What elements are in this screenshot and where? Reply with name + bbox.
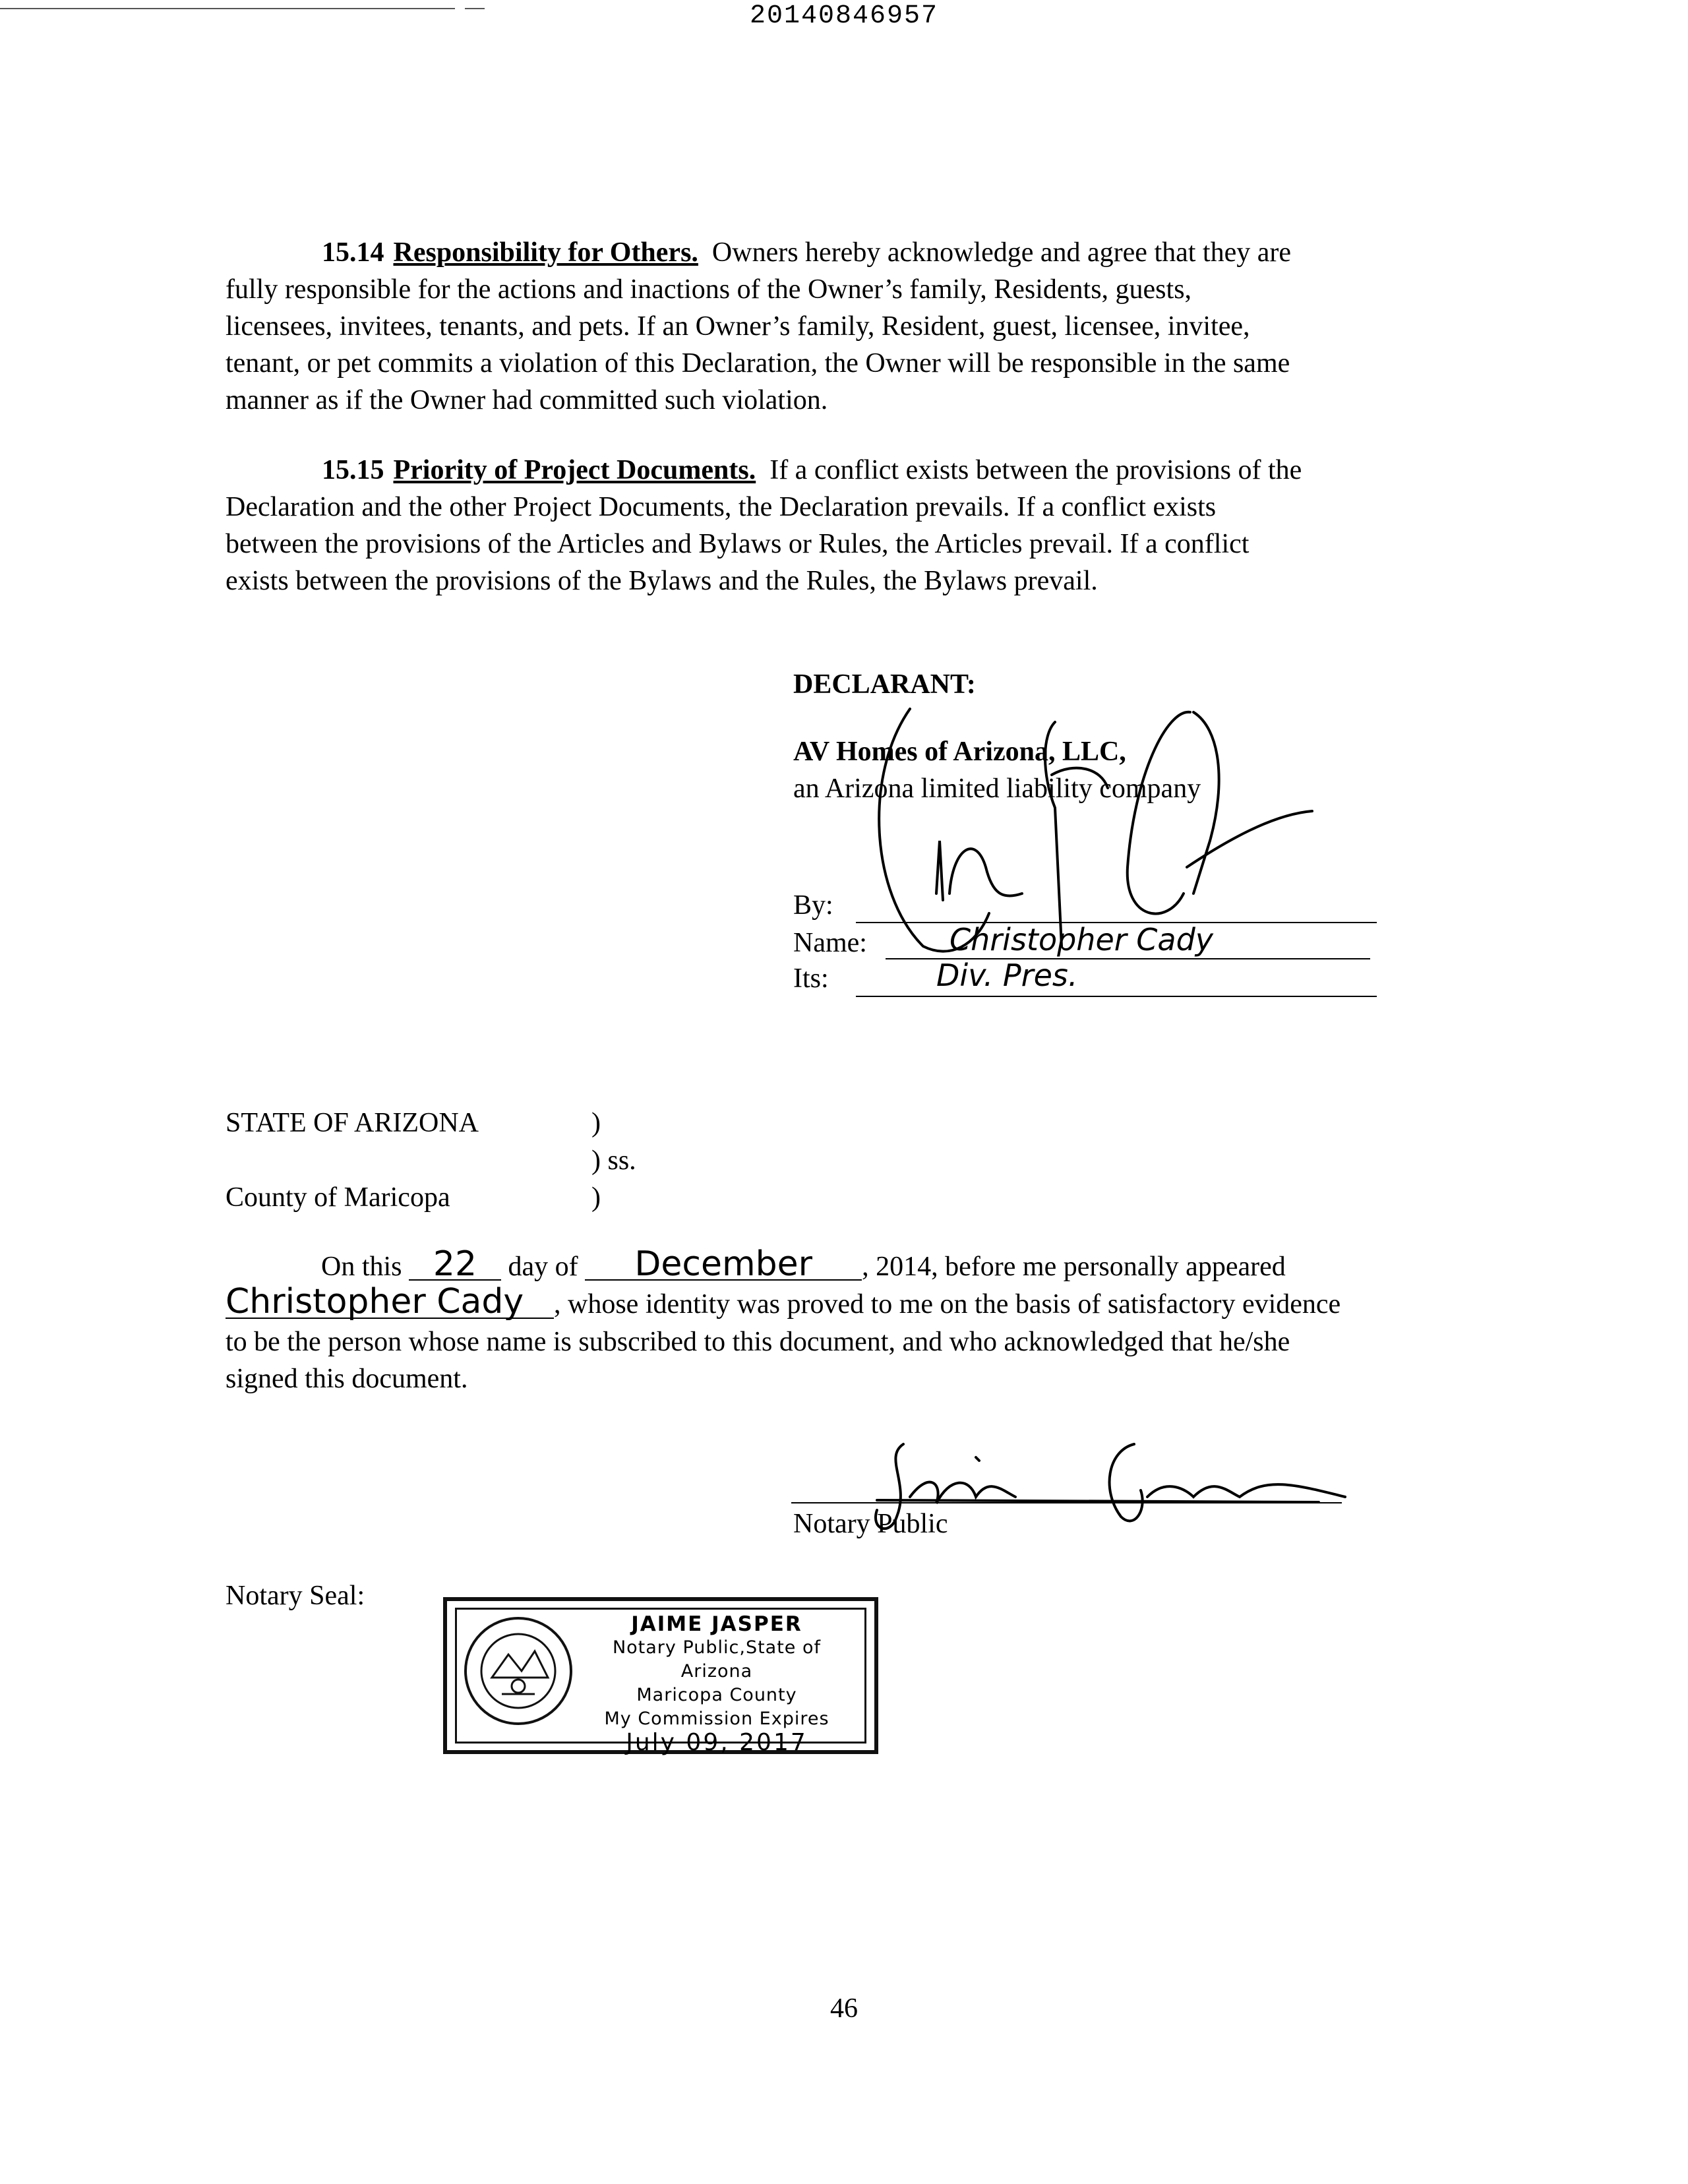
declarant-signature <box>824 696 1339 1025</box>
acknowledgment-line-1 <box>321 1244 1286 1285</box>
section-text-line: exists between the provisions of the Bylaws and the Rules, the Bylaws prevail. <box>226 566 1098 596</box>
section-number: 15.14 <box>322 237 384 268</box>
declarant-company: AV Homes of Arizona, LLC, <box>793 737 1126 767</box>
seal-line: Notary Public,State of Arizona <box>612 1637 822 1682</box>
its-handwriting: Div. Pres. <box>936 957 1078 993</box>
name-handwriting: Christopher Cady <box>950 922 1214 957</box>
ack-prefix: On this <box>321 1252 402 1282</box>
section-first-line <box>226 452 1464 489</box>
section-text-line: between the provisions of the Articles and Bylaws or Rules, the Articles prevail. If a conflict <box>226 529 1250 559</box>
declarant-company-type: an Arizona limited liability company <box>793 774 1201 804</box>
seal-line: Maricopa County <box>636 1685 797 1705</box>
its-label: Its: <box>793 963 829 994</box>
section-text-line: Owners hereby acknowledge and agree that they are <box>711 237 1292 268</box>
venue-ss: ) ss. <box>591 1145 636 1176</box>
ack-line2-rest: , whose identity was proved to me on the basis of satisfactory evidence <box>554 1289 1341 1320</box>
by-label: By: <box>793 890 833 921</box>
declarant-heading: DECLARANT: <box>793 669 976 700</box>
section-text-line: manner as if the Owner had committed such violation. <box>226 385 828 415</box>
ack-mid: day of <box>508 1252 578 1282</box>
county-label: County of Maricopa <box>226 1182 450 1213</box>
state-seal-emblem <box>462 1615 574 1727</box>
acknowledgment-line-2 <box>226 1282 1341 1323</box>
section-title: Priority of Project Documents. <box>393 455 756 485</box>
seal-frame <box>455 1608 866 1756</box>
venue-paren: ) <box>591 1108 601 1138</box>
section-text-line: If a conflict exists between the provisions of the <box>769 455 1302 485</box>
notary-public-label: Notary Public <box>793 1509 948 1539</box>
section-text-line: Declaration and the other Project Documents, the Declaration prevails. If a conflict exists <box>226 492 1217 522</box>
person-handwriting: Christopher Cady <box>226 1286 554 1319</box>
notary-signature-line <box>791 1502 1342 1503</box>
day-handwriting: 22 <box>409 1249 501 1281</box>
section-15-15 <box>226 452 1464 599</box>
section-15-14 <box>226 234 1464 419</box>
seal-line: My Commission Expires <box>604 1709 829 1729</box>
acknowledgment-line-3: to be the person whose name is subscribed to this document, and who acknowledged that he/she <box>226 1327 1290 1357</box>
section-text-line: fully responsible for the actions and inactions of the Owner’s family, Residents, guests, <box>226 274 1192 305</box>
seal-notary-name: JAIME JASPER <box>631 1612 802 1636</box>
section-number: 15.15 <box>322 455 384 485</box>
name-label: Name: <box>793 928 867 958</box>
page-number: 46 <box>830 1993 858 2024</box>
seal-text <box>576 1612 858 1755</box>
state-label: STATE OF ARIZONA <box>226 1108 479 1138</box>
acknowledgment-line-4: signed this document. <box>226 1364 468 1394</box>
section-text-line: tenant, or pet commits a violation of this Declaration, the Owner will be responsible in the same <box>226 348 1290 379</box>
venue-paren: ) <box>591 1182 601 1213</box>
ack-suffix: , 2014, before me personally appeared <box>862 1252 1286 1282</box>
notary-seal-stamp <box>443 1597 878 1754</box>
section-title: Responsibility for Others. <box>393 237 698 268</box>
document-number: 20140846957 <box>749 1 939 31</box>
month-handwriting: December <box>585 1249 862 1281</box>
section-first-line <box>226 234 1464 271</box>
notary-seal-label: Notary Seal: <box>226 1581 365 1611</box>
seal-expiry-date: July 09, 2017 <box>626 1729 808 1756</box>
section-text-line: licensees, invitees, tenants, and pets. If an Owner’s family, Resident, guest, licensee, invitee, <box>226 311 1250 342</box>
